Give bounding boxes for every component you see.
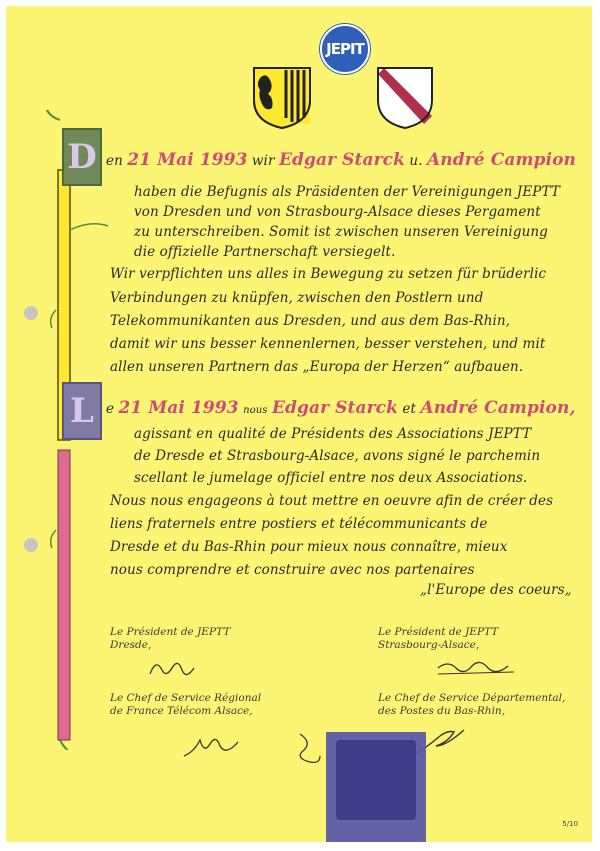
signature-block-dresden: Le Président de JEPTT Dresde, [110,626,231,651]
german-line-6: Wir verpflichten uns alles in Bewegung zu setzen für brüderlic [110,266,547,282]
official-stamp-inner [336,740,416,820]
signature-scribble-dresden [146,656,206,680]
french-line-5: Nous nous engageons à tout mettre en oeuvre afin de créer des [110,493,554,509]
german-line-10: allen unseren Partnern das „Europa der Herzen“ aufbauen. [110,359,524,375]
french-line-4: scellant le jumelage officiel entre nos deux Associations. [134,470,528,486]
jepit-logo: JEPIT [320,24,370,74]
decorative-initial-d: D [62,128,102,186]
german-line-4: zu unterschreiben. Somit ist zwischen unseren Vereinigung [134,224,548,240]
page-number: 5/10 [562,820,578,828]
german-line-7: Verbindungen zu knüpfen, zwischen den Postlern und [110,290,484,306]
signature-scribble-strasbourg [436,658,516,678]
german-line-1: en 21 Mai 1993 wir Edgar Starck u. André Campion [106,150,577,170]
french-line-6: liens fraternels entre postiers et télécommunicants de [110,516,488,532]
signature-block-postes: Le Chef de Service Départemental, des Postes du Bas-Rhin, [378,692,566,717]
german-line-3: von Dresden und von Strasbourg-Alsace dieses Pergament [134,204,541,220]
dresden-coat-of-arms [252,66,312,130]
strasbourg-coat-of-arms [376,66,434,130]
german-line-8: Telekommunikanten aus Dresden, und aus dem Bas-Rhin, [110,313,511,329]
german-line-5: die offizielle Partnerschaft versiegelt. [134,244,396,260]
decorative-initial-l: L [62,382,102,440]
punch-hole [24,538,38,552]
signature-scribble-center [294,730,322,764]
parchment [6,6,592,842]
french-line-8: nous comprendre et construire avec nos partenaires [110,562,475,578]
german-line-2: haben die Befugnis als Präsidenten der Vereinigungen JEPTT [134,184,560,200]
french-line-9: „l'Europe des coeurs„ [420,582,572,598]
french-line-1: e 21 Mai 1993 nous Edgar Starck et André Campion, [106,398,576,418]
punch-hole [24,306,38,320]
french-line-3: de Dresde et Strasbourg-Alsace, avons signé le parchemin [134,448,541,464]
signature-scribble-france-telecom [182,734,242,760]
french-line-7: Dresde et du Bas-Rhin pour mieux nous connaître, mieux [110,539,508,555]
signature-block-france-telecom: Le Chef de Service Régional de France Télécom Alsace, [110,692,262,717]
german-line-9: damit wir uns besser kennenlernen, besser verstehen, und mit [110,336,546,352]
french-line-2: agissant en qualité de Présidents des Associations JEPTT [134,426,532,442]
signature-block-strasbourg: Le Président de JEPTT Strasbourg-Alsace, [378,626,499,651]
